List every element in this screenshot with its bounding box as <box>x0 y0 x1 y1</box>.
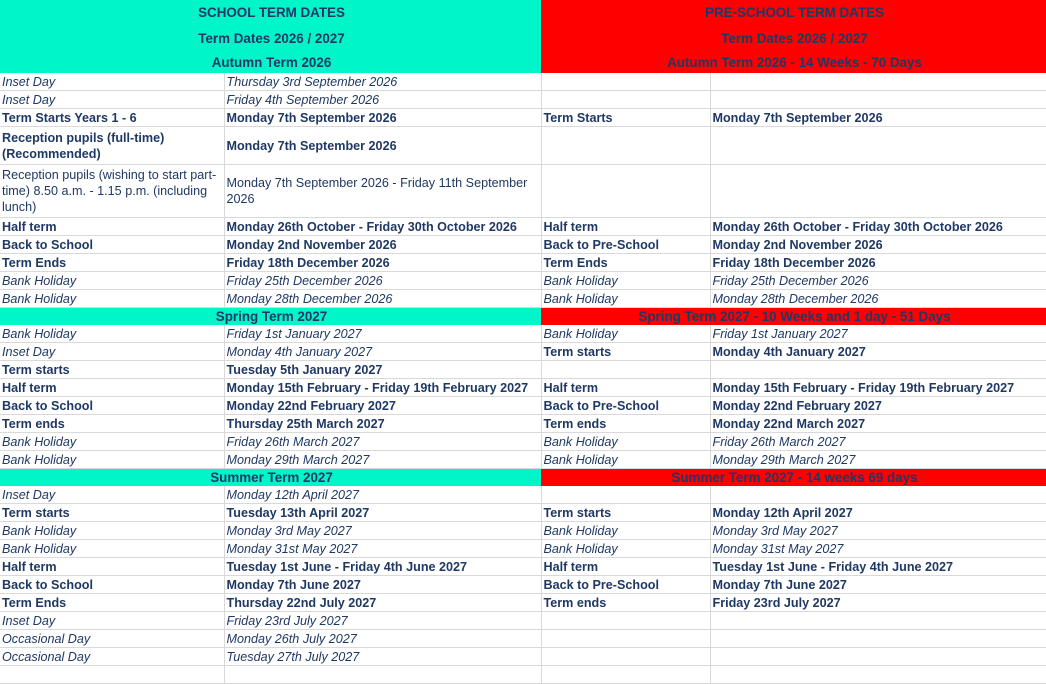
preschool-date-cell[interactable]: Monday 31st May 2027 <box>710 540 1046 558</box>
table-row <box>0 127 1046 165</box>
preschool-label-cell[interactable]: Bank Holiday <box>541 325 710 343</box>
preschool-date-cell[interactable]: Monday 7th June 2027 <box>710 576 1046 594</box>
label-cell[interactable]: Back to School <box>0 576 224 594</box>
preschool-date-cell[interactable]: Monday 3rd May 2027 <box>710 522 1046 540</box>
school-title: SCHOOL TERM DATES <box>198 5 345 20</box>
preschool-label-cell[interactable]: Bank Holiday <box>541 451 710 469</box>
preschool-label-cell[interactable]: Bank Holiday <box>541 290 710 308</box>
date-cell[interactable]: Friday 1st January 2027 <box>224 325 541 343</box>
preschool-date-cell[interactable]: Friday 18th December 2026 <box>710 254 1046 272</box>
label-cell[interactable]: Bank Holiday <box>0 325 224 343</box>
preschool-label-cell[interactable]: Half term <box>541 558 710 576</box>
date-cell[interactable]: Friday 26th March 2027 <box>224 433 541 451</box>
table-row <box>0 648 1046 666</box>
preschool-date-cell[interactable]: Monday 22nd March 2027 <box>710 415 1046 433</box>
label-cell[interactable]: Occasional Day <box>0 630 224 648</box>
date-cell[interactable]: Monday 26th October - Friday 30th October 2026 <box>224 218 541 236</box>
label-cell[interactable]: Reception pupils (full-time) (Recommended) <box>0 127 224 165</box>
label-cell[interactable]: Inset Day <box>0 73 224 91</box>
date-cell[interactable]: Monday 28th December 2026 <box>224 290 541 308</box>
preschool-label-cell[interactable]: Half term <box>541 379 710 397</box>
label-cell[interactable]: Inset Day <box>0 343 224 361</box>
preschool-date-cell[interactable] <box>710 630 1046 648</box>
preschool-date-cell[interactable]: Monday 4th January 2027 <box>710 343 1046 361</box>
preschool-date-cell[interactable]: Monday 22nd February 2027 <box>710 397 1046 415</box>
date-cell[interactable]: Monday 7th September 2026 <box>224 127 541 165</box>
table-row <box>0 630 1046 648</box>
table-row <box>0 343 1046 361</box>
label-cell[interactable]: Half term <box>0 558 224 576</box>
preschool-label-cell[interactable]: Term ends <box>541 594 710 612</box>
label-cell[interactable]: Occasional Day <box>0 648 224 666</box>
preschool-date-cell[interactable]: Tuesday 1st June - Friday 4th June 2027 <box>710 558 1046 576</box>
date-cell[interactable]: Thursday 25th March 2027 <box>224 415 541 433</box>
school-subtitle: Term Dates 2026 / 2027 <box>198 31 345 46</box>
table-row <box>0 576 1046 594</box>
empty-cell[interactable] <box>541 666 710 684</box>
table-row <box>0 415 1046 433</box>
label-cell[interactable]: Inset Day <box>0 612 224 630</box>
school-header[interactable] <box>0 0 541 73</box>
date-cell[interactable]: Monday 4th January 2027 <box>224 343 541 361</box>
label-cell[interactable]: Bank Holiday <box>0 290 224 308</box>
label-cell[interactable]: Back to School <box>0 397 224 415</box>
empty-cell[interactable] <box>710 666 1046 684</box>
preschool-subtitle: Term Dates 2026 / 2027 <box>721 31 868 46</box>
preschool-date-cell[interactable]: Monday 28th December 2026 <box>710 290 1046 308</box>
table-row <box>0 522 1046 540</box>
preschool-date-cell[interactable] <box>710 648 1046 666</box>
preschool-label-cell[interactable]: Back to Pre-School <box>541 397 710 415</box>
preschool-label-cell[interactable] <box>541 127 710 165</box>
preschool-label-cell[interactable] <box>541 630 710 648</box>
label-cell[interactable]: Bank Holiday <box>0 540 224 558</box>
date-cell[interactable]: Monday 26th July 2027 <box>224 630 541 648</box>
preschool-label-cell[interactable]: Back to Pre-School <box>541 576 710 594</box>
preschool-label-cell[interactable] <box>541 165 710 218</box>
table-row <box>0 91 1046 109</box>
preschool-date-cell[interactable]: Friday 1st January 2027 <box>710 325 1046 343</box>
preschool-label-cell[interactable] <box>541 612 710 630</box>
label-cell[interactable]: Bank Holiday <box>0 433 224 451</box>
preschool-label-cell[interactable]: Term Starts <box>541 109 710 127</box>
table-row <box>0 397 1046 415</box>
date-cell[interactable]: Friday 4th September 2026 <box>224 91 541 109</box>
date-cell[interactable]: Monday 15th February - Friday 19th February 2027 <box>224 379 541 397</box>
school-spring-title[interactable]: Spring Term 2027 <box>0 308 541 326</box>
preschool-header[interactable] <box>541 0 1046 73</box>
preschool-date-cell[interactable]: Friday 25th December 2026 <box>710 272 1046 290</box>
date-cell[interactable]: Monday 7th June 2027 <box>224 576 541 594</box>
preschool-label-cell[interactable]: Term Ends <box>541 254 710 272</box>
preschool-date-cell[interactable]: Monday 2nd November 2026 <box>710 236 1046 254</box>
date-cell[interactable]: Monday 7th September 2026 <box>224 109 541 127</box>
preschool-label-cell[interactable]: Bank Holiday <box>541 522 710 540</box>
preschool-date-cell[interactable]: Monday 26th October - Friday 30th October 2026 <box>710 218 1046 236</box>
preschool-label-cell[interactable] <box>541 73 710 91</box>
preschool-date-cell[interactable] <box>710 612 1046 630</box>
date-cell[interactable]: Friday 25th December 2026 <box>224 272 541 290</box>
preschool-autumn-title: Autumn Term 2026 - 14 Weeks - 70 Days <box>667 55 922 70</box>
preschool-date-cell[interactable]: Monday 12th April 2027 <box>710 504 1046 522</box>
date-cell[interactable]: Tuesday 1st June - Friday 4th June 2027 <box>224 558 541 576</box>
empty-cell[interactable] <box>0 666 224 684</box>
preschool-date-cell[interactable]: Friday 26th March 2027 <box>710 433 1046 451</box>
preschool-date-cell[interactable] <box>710 165 1046 218</box>
preschool-label-cell[interactable] <box>541 361 710 379</box>
preschool-label-cell[interactable]: Half term <box>541 218 710 236</box>
label-cell[interactable]: Inset Day <box>0 91 224 109</box>
table-row <box>0 451 1046 469</box>
table-row <box>0 109 1046 127</box>
label-cell[interactable]: Term starts <box>0 361 224 379</box>
empty-cell[interactable] <box>224 666 541 684</box>
table-row <box>0 594 1046 612</box>
date-cell[interactable]: Tuesday 27th July 2027 <box>224 648 541 666</box>
preschool-label-cell[interactable]: Back to Pre-School <box>541 236 710 254</box>
summer-section <box>0 486 1046 684</box>
date-cell[interactable]: Monday 29th March 2027 <box>224 451 541 469</box>
label-cell[interactable]: Bank Holiday <box>0 522 224 540</box>
date-cell[interactable]: Tuesday 5th January 2027 <box>224 361 541 379</box>
date-cell[interactable]: Tuesday 13th April 2027 <box>224 504 541 522</box>
label-cell[interactable]: Half term <box>0 218 224 236</box>
preschool-label-cell[interactable]: Term starts <box>541 504 710 522</box>
label-cell[interactable]: Term Ends <box>0 254 224 272</box>
preschool-label-cell[interactable]: Bank Holiday <box>541 272 710 290</box>
label-cell[interactable]: Term ends <box>0 415 224 433</box>
autumn-section <box>0 73 1046 308</box>
preschool-date-cell[interactable]: Monday 15th February - Friday 19th February 2027 <box>710 379 1046 397</box>
date-cell[interactable]: Monday 12th April 2027 <box>224 486 541 504</box>
table-row <box>0 558 1046 576</box>
preschool-date-cell[interactable] <box>710 361 1046 379</box>
date-cell[interactable]: Thursday 22nd July 2027 <box>224 594 541 612</box>
table-row <box>0 379 1046 397</box>
school-autumn-title: Autumn Term 2026 <box>211 55 332 70</box>
preschool-label-cell[interactable]: Bank Holiday <box>541 540 710 558</box>
preschool-date-cell[interactable]: Monday 7th September 2026 <box>710 109 1046 127</box>
empty-row <box>0 666 1046 684</box>
spring-section <box>0 325 1046 469</box>
school-summer-title[interactable]: Summer Term 2027 <box>0 469 541 487</box>
preschool-title: PRE-SCHOOL TERM DATES <box>705 5 884 20</box>
preschool-label-cell[interactable] <box>541 648 710 666</box>
preschool-label-cell[interactable] <box>541 91 710 109</box>
table-row <box>0 272 1046 290</box>
preschool-date-cell[interactable]: Friday 23rd July 2027 <box>710 594 1046 612</box>
table-row <box>0 236 1046 254</box>
table-row <box>0 254 1046 272</box>
preschool-label-cell[interactable]: Term starts <box>541 343 710 361</box>
preschool-spring-title[interactable]: Spring Term 2027 - 10 Weeks and 1 day - 51 Days <box>541 308 1046 326</box>
label-cell[interactable]: Term Starts Years 1 - 6 <box>0 109 224 127</box>
table-row <box>0 290 1046 308</box>
date-cell[interactable]: Monday 3rd May 2027 <box>224 522 541 540</box>
label-cell[interactable]: Back to School <box>0 236 224 254</box>
table-row <box>0 504 1046 522</box>
date-cell[interactable]: Monday 7th September 2026 - Friday 11th September 2026 <box>224 165 541 218</box>
date-cell[interactable]: Friday 23rd July 2027 <box>224 612 541 630</box>
label-cell[interactable]: Bank Holiday <box>0 451 224 469</box>
preschool-label-cell[interactable] <box>541 486 710 504</box>
table-row <box>0 73 1046 91</box>
date-cell[interactable]: Monday 22nd February 2027 <box>224 397 541 415</box>
date-cell[interactable]: Monday 2nd November 2026 <box>224 236 541 254</box>
label-cell[interactable]: Bank Holiday <box>0 272 224 290</box>
preschool-date-cell[interactable] <box>710 486 1046 504</box>
table-row <box>0 612 1046 630</box>
label-cell[interactable]: Term starts <box>0 504 224 522</box>
label-cell[interactable]: Term Ends <box>0 594 224 612</box>
table-row <box>0 218 1046 236</box>
table-row <box>0 486 1046 504</box>
preschool-label-cell[interactable]: Term ends <box>541 415 710 433</box>
label-cell[interactable]: Half term <box>0 379 224 397</box>
preschool-date-cell[interactable] <box>710 91 1046 109</box>
table-row <box>0 433 1046 451</box>
preschool-label-cell[interactable]: Bank Holiday <box>541 433 710 451</box>
table-row <box>0 325 1046 343</box>
preschool-date-cell[interactable]: Monday 29th March 2027 <box>710 451 1046 469</box>
table-row <box>0 540 1046 558</box>
date-cell[interactable]: Thursday 3rd September 2026 <box>224 73 541 91</box>
preschool-date-cell[interactable] <box>710 73 1046 91</box>
label-cell[interactable]: Reception pupils (wishing to start part-time) 8.50 a.m. - 1.15 p.m. (including lunch) <box>0 165 224 218</box>
preschool-summer-title[interactable]: Summer Term 2027 - 14 weeks 69 days <box>541 469 1046 487</box>
date-cell[interactable]: Friday 18th December 2026 <box>224 254 541 272</box>
table-row <box>0 361 1046 379</box>
label-cell[interactable]: Inset Day <box>0 486 224 504</box>
date-cell[interactable]: Monday 31st May 2027 <box>224 540 541 558</box>
preschool-date-cell[interactable] <box>710 127 1046 165</box>
table-row <box>0 165 1046 218</box>
